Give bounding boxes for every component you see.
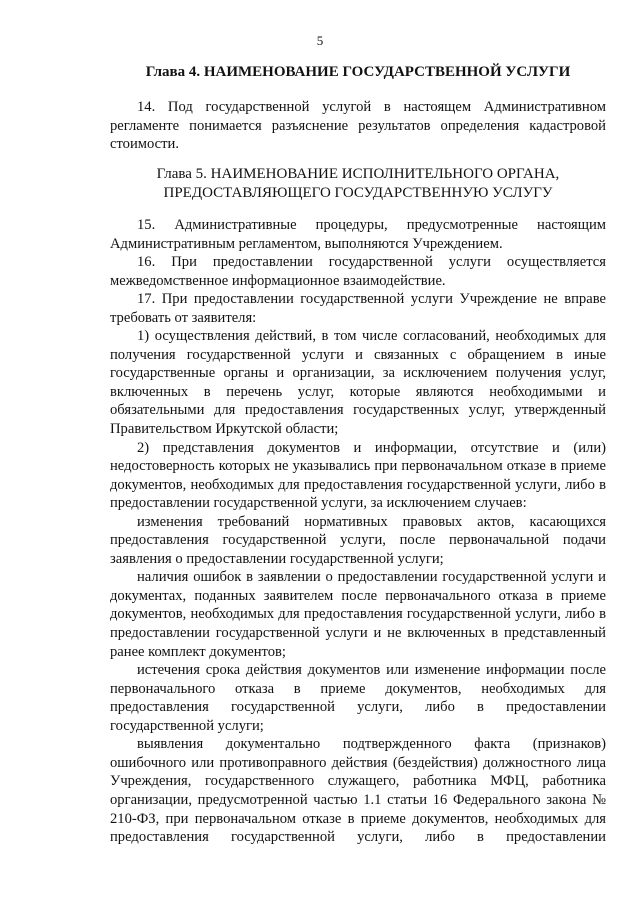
paragraph-17-item-2: 2) представления документов и информации, отсутствие и (или) недостоверность которых не указывались при первоначальном отказе в приеме документов, необходимых для предоставления государственной услуги, либо в предоставлении государственной услуги, за исключением случаев:: [110, 439, 606, 512]
chapter-5-body: [110, 216, 606, 865]
exception-errors-in-application: наличия ошибок в заявлении о предоставлении государственной услуги и документах, поданных заявителем после первоначального отказа в приеме документов, необходимых для предоставления государственной услуги, либо в предоставлении государственной услуги и не включенных в представленный ранее комплект документов;: [110, 569, 606, 660]
chapter-5-title: [110, 165, 606, 203]
chapter-4-body: [110, 98, 606, 154]
paragraph-17: 17. При предоставлении государственной услуги Учреждение не вправе требовать от заявителя:: [110, 291, 606, 326]
chapter-5-title-line1: Глава 5. НАИМЕНОВАНИЕ ИСПОЛНИТЕЛЬНОГО ОРГАНА,: [156, 166, 560, 182]
paragraph-15: 15. Административные процедуры, предусмотренные настоящим Административным регламентом, выполняются Учреждением.: [110, 217, 606, 252]
exception-regulation-change: изменения требований нормативных правовых актов, касающихся предоставления государственной услуги, после первоначальной подачи заявления о предоставлении государственной услуги;: [110, 513, 606, 567]
paragraph-14: 14. Под государственной услугой в настоящем Административном регламенте понимается разъяснение результатов определения кадастровой стоимости.: [110, 99, 606, 153]
chapter-5-title-line2: ПРЕДОСТАВЛЯЮЩЕГО ГОСУДАРСТВЕННУЮ УСЛУГУ: [163, 185, 553, 201]
chapter-4-title: Глава 4. НАИМЕНОВАНИЕ ГОСУДАРСТВЕННОЙ УСЛУГИ: [145, 64, 571, 80]
exception-document-expiry: истечения срока действия документов или изменение информации после первоначального отказа в приеме документов, необходимых для предоставления государственной услуги, либо в предоставлении государственной услуги;: [110, 662, 606, 734]
paragraph-16: 16. При предоставлении государственной услуги осуществляется межведомственное информационное взаимодействие.: [110, 254, 606, 289]
exception-unlawful-action: выявления документально подтвержденного факта (признаков) ошибочного или противоправного действия (бездействия) должностного лица Учреждения, государственного служащего, работника МФЦ, работника организации, предусмотренной частью 1.1 статьи 16 Федерального закона № 210-ФЗ, при первоначальном отказе в приеме документов, необходимых для предоставления государственной услуги, либо в предоставлении: [110, 736, 606, 846]
page-number: 5: [316, 33, 324, 48]
paragraph-17-item-1: 1) осуществления действий, в том числе согласований, необходимых для получения государственной услуги и связанных с обращением в иные государственные органы и организации, за исключением получения услуг, включенных в перечень услуг, которые являются необходимыми и обязательными для предоставления государственных услуг, утвержденный Правительством Иркутской области;: [110, 328, 606, 438]
